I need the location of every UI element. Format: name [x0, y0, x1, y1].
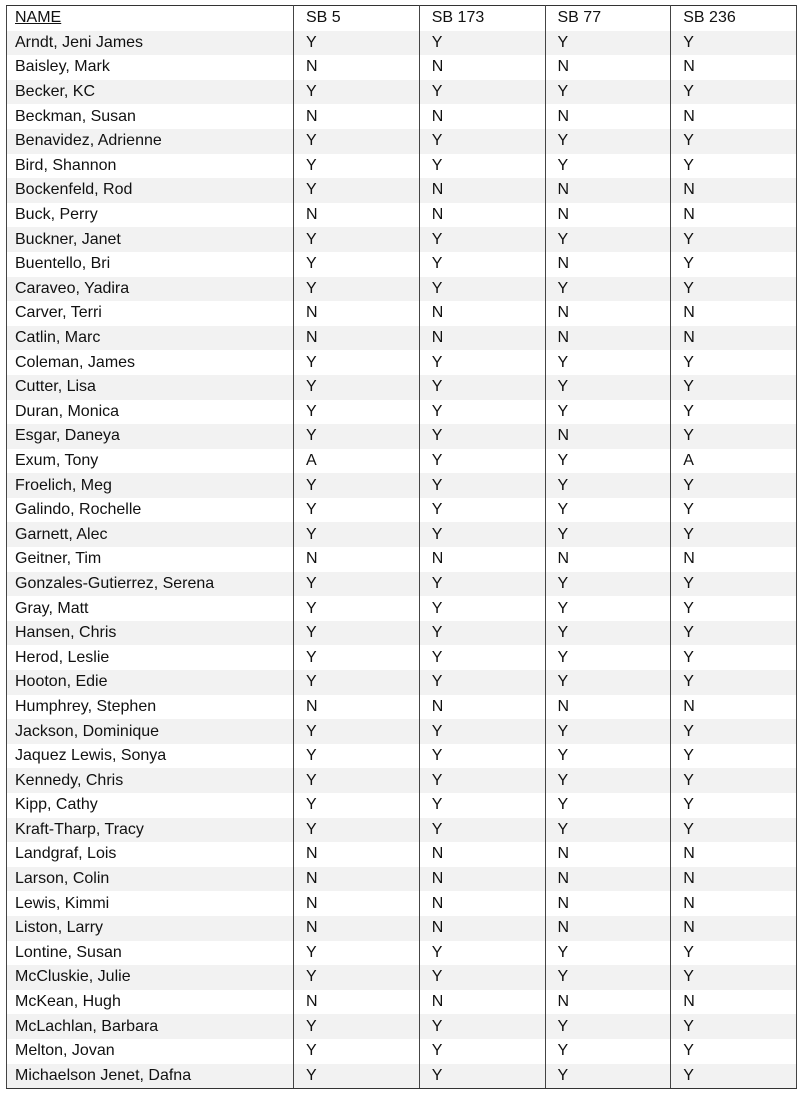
- sb77-vote: Y: [545, 621, 671, 646]
- legislator-name: Kraft-Tharp, Tracy: [7, 818, 294, 843]
- sb5-vote: Y: [294, 670, 420, 695]
- legislator-name: Baisley, Mark: [7, 55, 294, 80]
- table-row: [7, 154, 797, 179]
- sb236-vote: N: [671, 178, 797, 203]
- sb77-vote: N: [545, 424, 671, 449]
- sb77-vote: Y: [545, 719, 671, 744]
- legislator-name: Catlin, Marc: [7, 326, 294, 351]
- table-row: [7, 1014, 797, 1039]
- sb5-vote: Y: [294, 818, 420, 843]
- sb236-vote: Y: [671, 1014, 797, 1039]
- sb77-vote: N: [545, 916, 671, 941]
- legislator-name: Herod, Leslie: [7, 645, 294, 670]
- sb77-vote: Y: [545, 277, 671, 302]
- table-row: [7, 203, 797, 228]
- table-row: [7, 793, 797, 818]
- sb77-vote: N: [545, 326, 671, 351]
- vote-table: [6, 5, 797, 1089]
- sb77-vote: Y: [545, 572, 671, 597]
- sb5-vote: Y: [294, 522, 420, 547]
- sb173-vote: Y: [419, 965, 545, 990]
- sb173-vote: Y: [419, 596, 545, 621]
- sb77-vote: Y: [545, 129, 671, 154]
- sb5-vote: N: [294, 916, 420, 941]
- sb173-vote: N: [419, 867, 545, 892]
- sb173-vote: Y: [419, 1014, 545, 1039]
- sb173-vote: Y: [419, 375, 545, 400]
- legislator-name: Humphrey, Stephen: [7, 695, 294, 720]
- sb77-vote: Y: [545, 227, 671, 252]
- sb236-vote: Y: [671, 596, 797, 621]
- sb77-vote: Y: [545, 350, 671, 375]
- column-header-sb236: SB 236: [671, 6, 797, 31]
- sb5-vote: Y: [294, 375, 420, 400]
- sb173-vote: Y: [419, 621, 545, 646]
- table-row: [7, 867, 797, 892]
- sb173-vote: N: [419, 203, 545, 228]
- sb77-vote: Y: [545, 793, 671, 818]
- sb173-vote: Y: [419, 498, 545, 523]
- sb236-vote: N: [671, 695, 797, 720]
- sb5-vote: Y: [294, 768, 420, 793]
- sb236-vote: Y: [671, 818, 797, 843]
- sb77-vote: N: [545, 990, 671, 1015]
- table-row: [7, 473, 797, 498]
- sb77-vote: N: [545, 252, 671, 277]
- table-row: [7, 744, 797, 769]
- sb77-vote: Y: [545, 1064, 671, 1089]
- sb236-vote: Y: [671, 965, 797, 990]
- sb173-vote: Y: [419, 1064, 545, 1089]
- sb77-vote: N: [545, 178, 671, 203]
- sb77-vote: Y: [545, 596, 671, 621]
- table-row: [7, 350, 797, 375]
- sb173-vote: N: [419, 842, 545, 867]
- sb173-vote: Y: [419, 129, 545, 154]
- sb5-vote: Y: [294, 572, 420, 597]
- table-body: [7, 31, 797, 1089]
- table-row: [7, 104, 797, 129]
- sb5-vote: Y: [294, 178, 420, 203]
- sb77-vote: N: [545, 104, 671, 129]
- sb77-vote: Y: [545, 473, 671, 498]
- sb5-vote: Y: [294, 965, 420, 990]
- sb5-vote: N: [294, 990, 420, 1015]
- sb173-vote: Y: [419, 252, 545, 277]
- sb236-vote: Y: [671, 670, 797, 695]
- sb5-vote: Y: [294, 621, 420, 646]
- sb5-vote: N: [294, 842, 420, 867]
- sb5-vote: Y: [294, 80, 420, 105]
- sb5-vote: Y: [294, 645, 420, 670]
- sb77-vote: Y: [545, 80, 671, 105]
- sb77-vote: N: [545, 547, 671, 572]
- sb5-vote: Y: [294, 424, 420, 449]
- sb236-vote: N: [671, 990, 797, 1015]
- sb173-vote: Y: [419, 227, 545, 252]
- table-row: [7, 31, 797, 56]
- sb173-vote: N: [419, 916, 545, 941]
- sb5-vote: Y: [294, 793, 420, 818]
- sb173-vote: Y: [419, 154, 545, 179]
- table-row: [7, 891, 797, 916]
- table-row: [7, 621, 797, 646]
- sb236-vote: N: [671, 891, 797, 916]
- sb173-vote: Y: [419, 818, 545, 843]
- legislator-name: Lontine, Susan: [7, 941, 294, 966]
- column-header-sb77: SB 77: [545, 6, 671, 31]
- sb236-vote: Y: [671, 252, 797, 277]
- legislator-name: Buck, Perry: [7, 203, 294, 228]
- column-header-sb173: SB 173: [419, 6, 545, 31]
- table-row: [7, 277, 797, 302]
- table-row: [7, 400, 797, 425]
- sb236-vote: Y: [671, 350, 797, 375]
- sb173-vote: N: [419, 178, 545, 203]
- sb236-vote: N: [671, 55, 797, 80]
- legislator-name: McCluskie, Julie: [7, 965, 294, 990]
- legislator-name: Coleman, James: [7, 350, 294, 375]
- table-row: [7, 326, 797, 351]
- sb77-vote: Y: [545, 768, 671, 793]
- table-row: [7, 670, 797, 695]
- sb173-vote: N: [419, 547, 545, 572]
- legislator-name: Gonzales-Gutierrez, Serena: [7, 572, 294, 597]
- sb236-vote: N: [671, 842, 797, 867]
- legislator-name: Geitner, Tim: [7, 547, 294, 572]
- sb173-vote: Y: [419, 744, 545, 769]
- table-row: [7, 1064, 797, 1089]
- sb236-vote: Y: [671, 227, 797, 252]
- sb77-vote: Y: [545, 645, 671, 670]
- sb77-vote: Y: [545, 744, 671, 769]
- sb236-vote: Y: [671, 645, 797, 670]
- table-row: [7, 1039, 797, 1064]
- legislator-name: McKean, Hugh: [7, 990, 294, 1015]
- table-row: [7, 596, 797, 621]
- sb77-vote: Y: [545, 375, 671, 400]
- sb77-vote: Y: [545, 965, 671, 990]
- table-header: [7, 6, 797, 31]
- legislator-name: Duran, Monica: [7, 400, 294, 425]
- legislator-name: Buentello, Bri: [7, 252, 294, 277]
- legislator-name: Hansen, Chris: [7, 621, 294, 646]
- sb236-vote: Y: [671, 744, 797, 769]
- sb77-vote: Y: [545, 1014, 671, 1039]
- sb236-vote: Y: [671, 473, 797, 498]
- sb5-vote: Y: [294, 277, 420, 302]
- legislator-name: Caraveo, Yadira: [7, 277, 294, 302]
- sb77-vote: N: [545, 891, 671, 916]
- sb173-vote: Y: [419, 1039, 545, 1064]
- sb5-vote: Y: [294, 498, 420, 523]
- sb5-vote: Y: [294, 154, 420, 179]
- sb173-vote: Y: [419, 80, 545, 105]
- sb173-vote: Y: [419, 473, 545, 498]
- sb5-vote: N: [294, 203, 420, 228]
- sb5-vote: Y: [294, 719, 420, 744]
- sb173-vote: N: [419, 55, 545, 80]
- legislator-name: Kipp, Cathy: [7, 793, 294, 818]
- sb173-vote: N: [419, 695, 545, 720]
- sb236-vote: Y: [671, 375, 797, 400]
- table-row: [7, 498, 797, 523]
- table-row: [7, 301, 797, 326]
- sb77-vote: N: [545, 203, 671, 228]
- table-row: [7, 990, 797, 1015]
- sb5-vote: Y: [294, 400, 420, 425]
- sb173-vote: N: [419, 104, 545, 129]
- table-row: [7, 695, 797, 720]
- table-row: [7, 547, 797, 572]
- sb236-vote: Y: [671, 941, 797, 966]
- sb77-vote: Y: [545, 31, 671, 56]
- sb5-vote: Y: [294, 941, 420, 966]
- sb236-vote: Y: [671, 400, 797, 425]
- legislator-name: Melton, Jovan: [7, 1039, 294, 1064]
- legislator-name: Hooton, Edie: [7, 670, 294, 695]
- legislator-name: Liston, Larry: [7, 916, 294, 941]
- sb5-vote: Y: [294, 1014, 420, 1039]
- sb5-vote: N: [294, 326, 420, 351]
- sb173-vote: Y: [419, 449, 545, 474]
- sb5-vote: Y: [294, 227, 420, 252]
- sb77-vote: Y: [545, 498, 671, 523]
- sb173-vote: Y: [419, 522, 545, 547]
- sb236-vote: Y: [671, 154, 797, 179]
- sb173-vote: Y: [419, 719, 545, 744]
- sb173-vote: Y: [419, 400, 545, 425]
- legislator-name: Froelich, Meg: [7, 473, 294, 498]
- sb5-vote: N: [294, 301, 420, 326]
- sb5-vote: N: [294, 55, 420, 80]
- sb236-vote: Y: [671, 498, 797, 523]
- header-row: [7, 6, 797, 31]
- legislator-name: Carver, Terri: [7, 301, 294, 326]
- sb77-vote: N: [545, 55, 671, 80]
- legislator-name: Larson, Colin: [7, 867, 294, 892]
- sb236-vote: Y: [671, 1039, 797, 1064]
- sb5-vote: N: [294, 547, 420, 572]
- sb236-vote: Y: [671, 572, 797, 597]
- sb173-vote: Y: [419, 424, 545, 449]
- sb236-vote: N: [671, 916, 797, 941]
- sb5-vote: N: [294, 104, 420, 129]
- sb77-vote: Y: [545, 670, 671, 695]
- legislator-name: Becker, KC: [7, 80, 294, 105]
- sb77-vote: Y: [545, 1039, 671, 1064]
- sb173-vote: Y: [419, 768, 545, 793]
- table-row: [7, 424, 797, 449]
- sb77-vote: N: [545, 842, 671, 867]
- sb173-vote: Y: [419, 670, 545, 695]
- sb236-vote: Y: [671, 80, 797, 105]
- sb236-vote: N: [671, 203, 797, 228]
- sb236-vote: Y: [671, 1064, 797, 1089]
- sb5-vote: N: [294, 891, 420, 916]
- table-row: [7, 941, 797, 966]
- table-row: [7, 55, 797, 80]
- sb77-vote: Y: [545, 154, 671, 179]
- sb5-vote: Y: [294, 252, 420, 277]
- legislator-name: Cutter, Lisa: [7, 375, 294, 400]
- sb5-vote: A: [294, 449, 420, 474]
- sb173-vote: Y: [419, 645, 545, 670]
- legislator-name: Jackson, Dominique: [7, 719, 294, 744]
- legislator-name: McLachlan, Barbara: [7, 1014, 294, 1039]
- sb236-vote: Y: [671, 793, 797, 818]
- table-row: [7, 768, 797, 793]
- legislator-name: Gray, Matt: [7, 596, 294, 621]
- table-row: [7, 842, 797, 867]
- legislator-name: Esgar, Daneya: [7, 424, 294, 449]
- sb5-vote: N: [294, 867, 420, 892]
- legislator-name: Beckman, Susan: [7, 104, 294, 129]
- sb236-vote: Y: [671, 719, 797, 744]
- sb236-vote: N: [671, 326, 797, 351]
- sb77-vote: Y: [545, 522, 671, 547]
- sb77-vote: N: [545, 867, 671, 892]
- sb77-vote: Y: [545, 400, 671, 425]
- legislator-name: Lewis, Kimmi: [7, 891, 294, 916]
- sb173-vote: N: [419, 891, 545, 916]
- sb5-vote: Y: [294, 596, 420, 621]
- legislator-name: Exum, Tony: [7, 449, 294, 474]
- sb5-vote: Y: [294, 129, 420, 154]
- sb5-vote: Y: [294, 1039, 420, 1064]
- legislator-name: Michaelson Jenet, Dafna: [7, 1064, 294, 1089]
- sb5-vote: Y: [294, 744, 420, 769]
- table-row: [7, 645, 797, 670]
- sb236-vote: N: [671, 301, 797, 326]
- sb236-vote: Y: [671, 277, 797, 302]
- table-row: [7, 965, 797, 990]
- sb173-vote: Y: [419, 277, 545, 302]
- legislator-name: Garnett, Alec: [7, 522, 294, 547]
- sb236-vote: N: [671, 867, 797, 892]
- table-row: [7, 818, 797, 843]
- table-row: [7, 572, 797, 597]
- sb236-vote: N: [671, 547, 797, 572]
- sb77-vote: N: [545, 695, 671, 720]
- sb173-vote: Y: [419, 572, 545, 597]
- column-header-name: [7, 6, 294, 31]
- table-row: [7, 375, 797, 400]
- table-row: [7, 178, 797, 203]
- column-header-sb5: SB 5: [294, 6, 420, 31]
- table-row: [7, 129, 797, 154]
- table-row: [7, 719, 797, 744]
- table-row: [7, 252, 797, 277]
- sb236-vote: Y: [671, 31, 797, 56]
- sb5-vote: Y: [294, 350, 420, 375]
- legislator-name: Kennedy, Chris: [7, 768, 294, 793]
- sb236-vote: Y: [671, 424, 797, 449]
- sb173-vote: N: [419, 326, 545, 351]
- sb236-vote: Y: [671, 768, 797, 793]
- sb173-vote: N: [419, 990, 545, 1015]
- sb77-vote: Y: [545, 818, 671, 843]
- legislator-name: Arndt, Jeni James: [7, 31, 294, 56]
- table-row: [7, 449, 797, 474]
- sb173-vote: Y: [419, 941, 545, 966]
- column-header-name-label: NAME: [15, 9, 62, 27]
- table-row: [7, 522, 797, 547]
- sb5-vote: N: [294, 695, 420, 720]
- sb173-vote: Y: [419, 793, 545, 818]
- sb77-vote: Y: [545, 449, 671, 474]
- sb173-vote: Y: [419, 350, 545, 375]
- table-row: [7, 227, 797, 252]
- legislator-name: Galindo, Rochelle: [7, 498, 294, 523]
- sb5-vote: Y: [294, 1064, 420, 1089]
- legislator-name: Landgraf, Lois: [7, 842, 294, 867]
- sb77-vote: Y: [545, 941, 671, 966]
- sb236-vote: N: [671, 104, 797, 129]
- legislator-name: Bockenfeld, Rod: [7, 178, 294, 203]
- sb236-vote: Y: [671, 522, 797, 547]
- legislator-name: Benavidez, Adrienne: [7, 129, 294, 154]
- legislator-name: Buckner, Janet: [7, 227, 294, 252]
- sb173-vote: Y: [419, 31, 545, 56]
- sb5-vote: Y: [294, 473, 420, 498]
- table-row: [7, 916, 797, 941]
- sb236-vote: A: [671, 449, 797, 474]
- legislator-name: Bird, Shannon: [7, 154, 294, 179]
- legislator-name: Jaquez Lewis, Sonya: [7, 744, 294, 769]
- sb77-vote: N: [545, 301, 671, 326]
- table-row: [7, 80, 797, 105]
- sb236-vote: Y: [671, 621, 797, 646]
- sb173-vote: N: [419, 301, 545, 326]
- sb5-vote: Y: [294, 31, 420, 56]
- sb236-vote: Y: [671, 129, 797, 154]
